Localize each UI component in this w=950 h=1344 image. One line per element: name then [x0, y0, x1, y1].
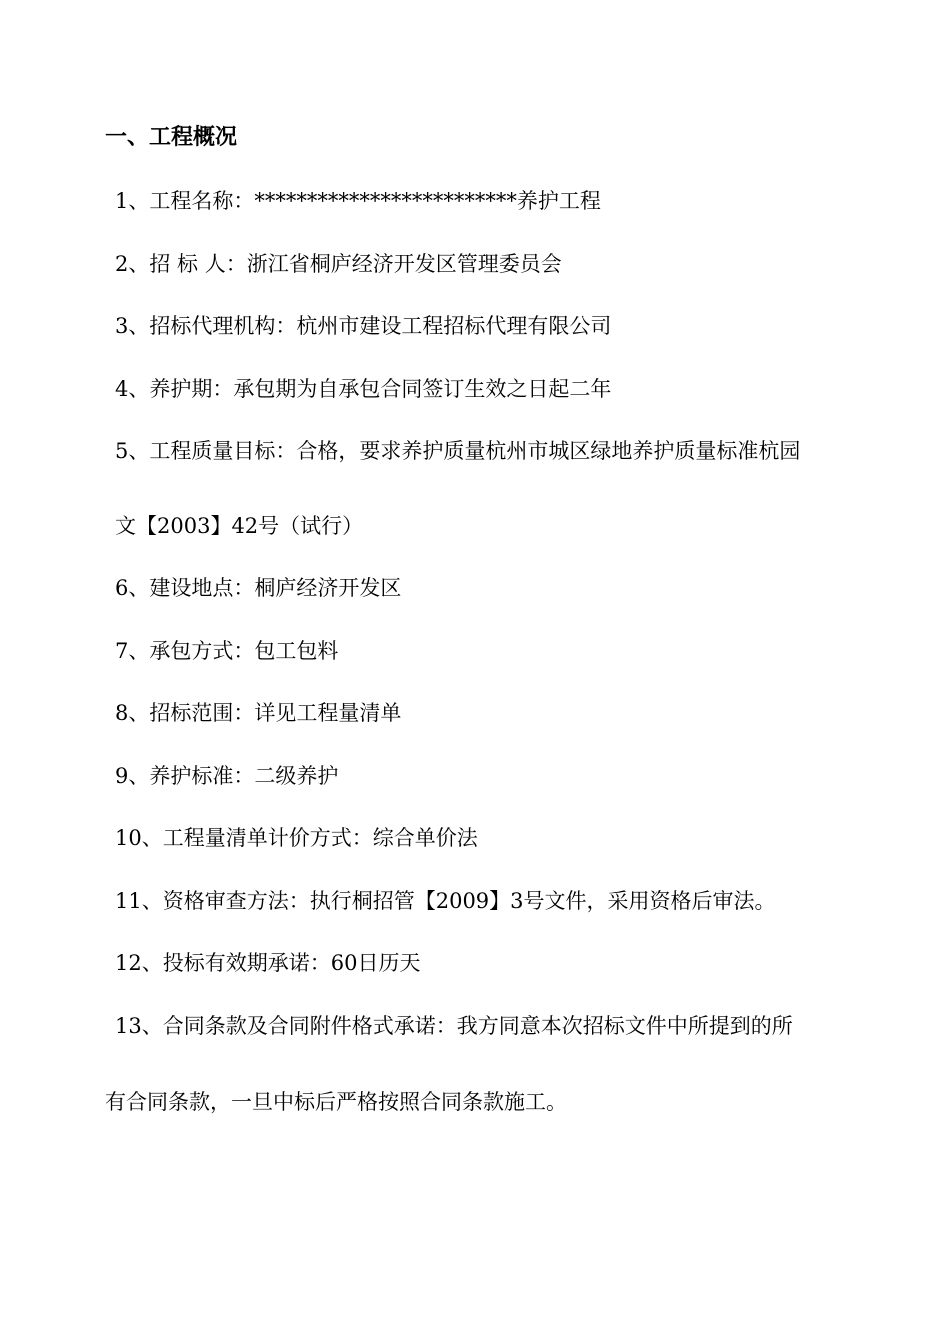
item-agency: 3、招标代理机构：杭州市建设工程招标代理有限公司 [115, 314, 612, 338]
item-project-name: 1、工程名称：*************************养护工程 [115, 189, 601, 213]
item-maintenance-standard: 9、养护标准：二级养护 [115, 764, 339, 788]
item-contract-method: 7、承包方式：包工包料 [115, 639, 339, 663]
item-location: 6、建设地点：桐庐经济开发区 [115, 576, 402, 600]
item-qualification-review: 11、资格审查方法：执行桐招管【2009】3号文件，采用资格后审法。 [115, 889, 776, 913]
item-maintenance-period: 4、养护期：承包期为自承包合同签订生效之日起二年 [115, 377, 612, 401]
section-heading: 一、工程概况 [105, 125, 238, 150]
item-contract-terms-cont: 有合同条款，一旦中标后严格按照合同条款施工。 [105, 1090, 567, 1114]
item-contract-terms: 13、合同条款及合同附件格式承诺：我方同意本次招标文件中所提到的所 [115, 1014, 793, 1038]
item-bid-scope: 8、招标范围：详见工程量清单 [115, 701, 402, 725]
item-quality-target: 5、工程质量目标：合格，要求养护质量杭州市城区绿地养护质量标准杭园 [115, 439, 801, 463]
item-quality-target-cont: 文【2003】42号（试行） [115, 514, 364, 538]
item-tenderer: 2、招 标 人：浙江省桐庐经济开发区管理委员会 [115, 252, 562, 276]
item-pricing-method: 10、工程量清单计价方式：综合单价法 [115, 826, 478, 850]
item-bid-validity: 12、投标有效期承诺：60日历天 [115, 951, 421, 975]
